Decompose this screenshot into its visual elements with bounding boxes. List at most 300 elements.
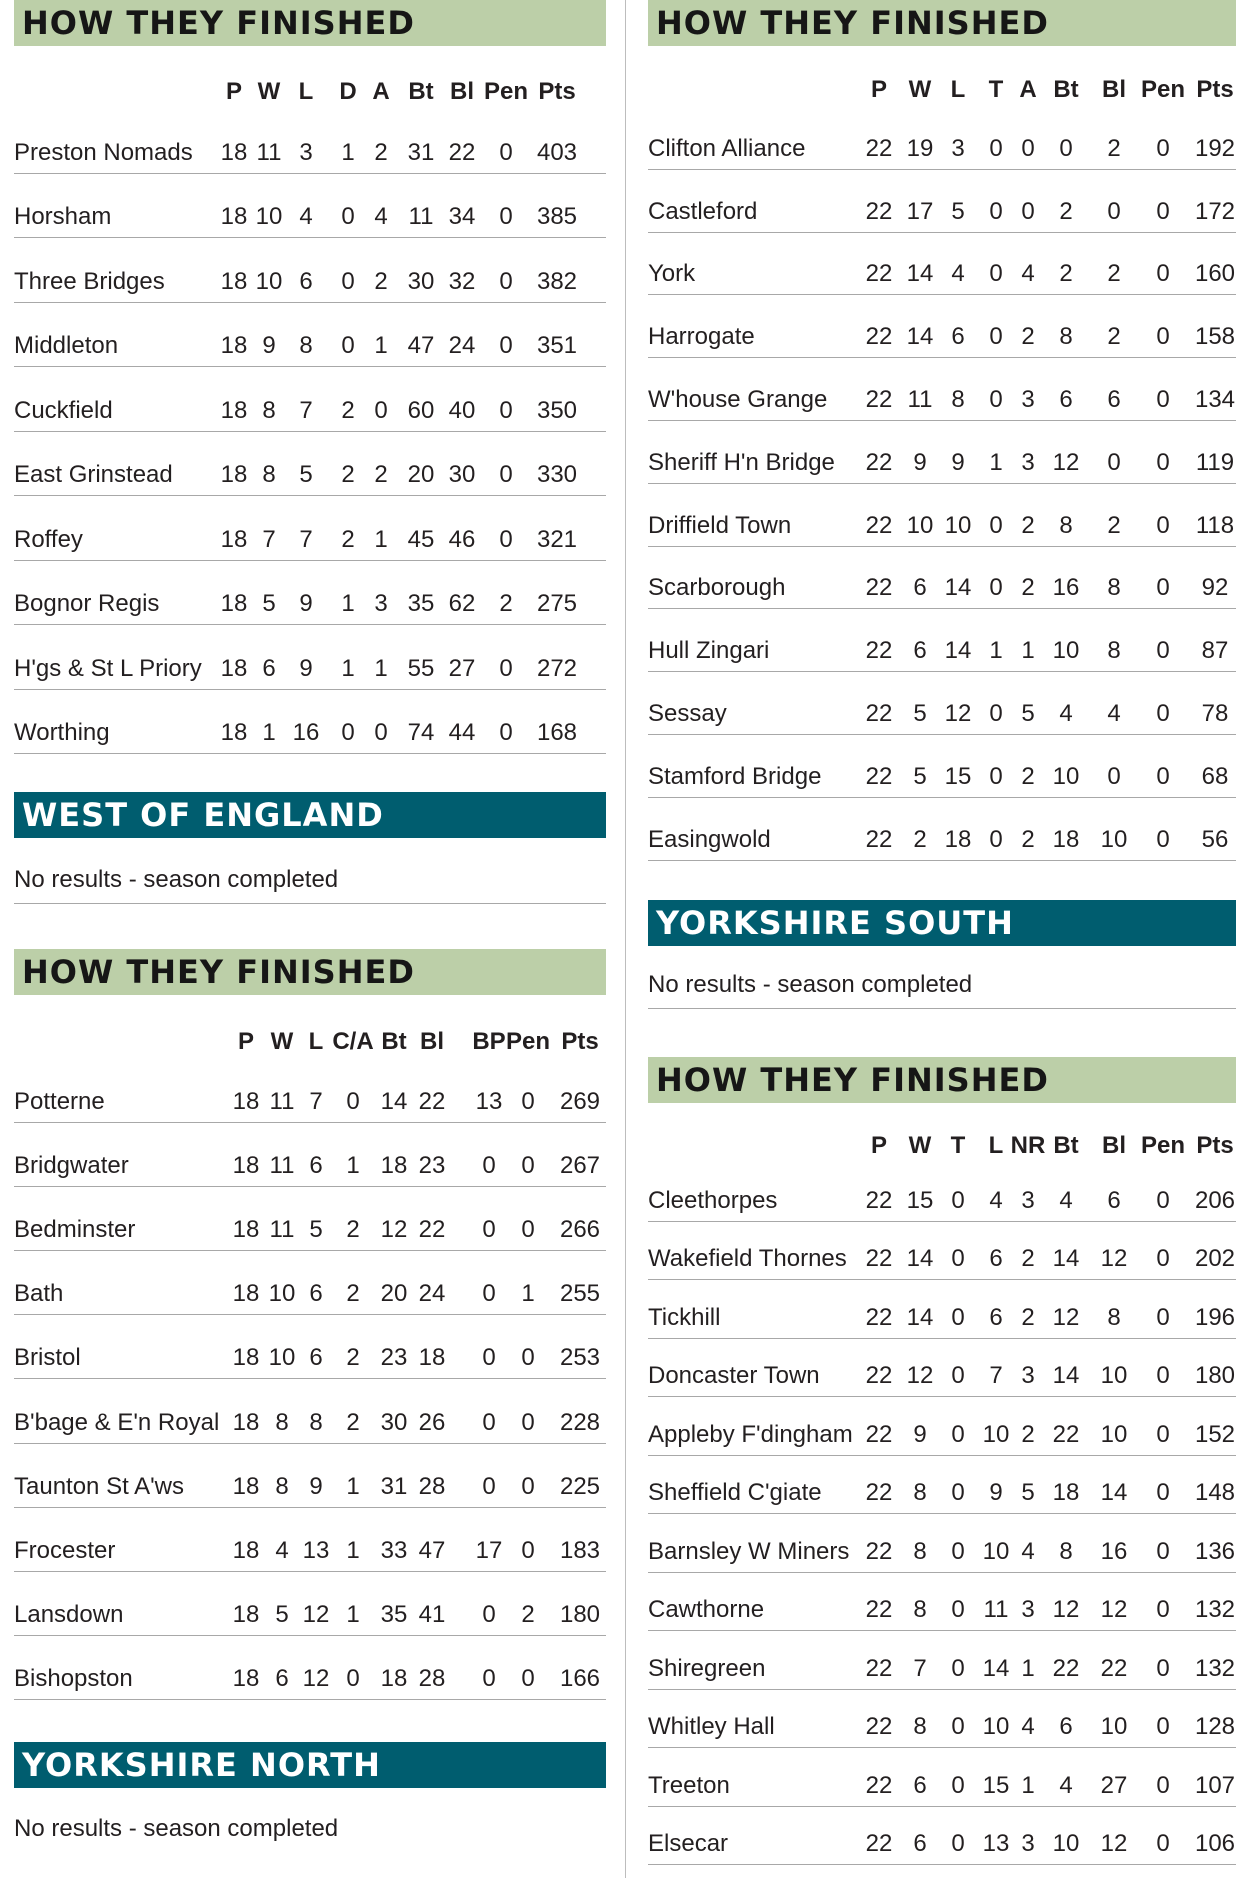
stat-cell: 3	[1021, 385, 1035, 413]
stat-cell: 1	[521, 1280, 535, 1308]
stat-cell: 0	[1156, 1830, 1170, 1857]
table-row	[648, 1632, 1236, 1690]
table-row	[648, 799, 1236, 861]
stat-cell: 8	[299, 332, 313, 359]
stat-cell: 0	[1156, 637, 1170, 665]
stat-cell: 27	[1100, 1771, 1128, 1799]
stat-cell: 10	[982, 1537, 1010, 1565]
stat-cell: 0	[1156, 1654, 1170, 1682]
stat-cell: 5	[1021, 1479, 1035, 1506]
stat-cell: 4	[1059, 1186, 1073, 1214]
stat-cell: 22	[865, 323, 893, 351]
team-name: Cleethorpes	[648, 1186, 778, 1214]
stat-cell: 1	[341, 590, 355, 617]
stat-cell: 0	[951, 1479, 965, 1506]
stat-cell: 3	[1021, 1830, 1035, 1857]
stat-cell: 12	[302, 1600, 330, 1628]
team-name: Sheffield C'giate	[648, 1479, 822, 1506]
table-row	[648, 548, 1236, 610]
stat-cell: 2	[1107, 134, 1121, 162]
stat-cell: 0	[951, 1830, 965, 1857]
stat-cell: 0	[499, 267, 513, 295]
stat-cell: 31	[407, 138, 435, 166]
stat-cell: 78	[1201, 699, 1229, 727]
stat-cell: 45	[407, 525, 435, 553]
stat-cell: 10	[255, 267, 283, 295]
stat-cell: 1	[346, 1472, 360, 1500]
stat-cell: 11	[408, 203, 434, 230]
column-header: W	[270, 1028, 294, 1055]
stat-cell: 22	[1052, 1654, 1080, 1682]
team-name: Shiregreen	[648, 1654, 766, 1682]
stat-cell: 158	[1194, 323, 1236, 351]
stat-cell: 107	[1194, 1771, 1236, 1799]
stat-cell: 0	[989, 260, 1003, 288]
stat-cell: 4	[1059, 699, 1073, 727]
stat-cell: 0	[346, 1664, 360, 1692]
stat-cell: 172	[1194, 197, 1236, 225]
stat-cell: 22	[865, 1186, 893, 1214]
section-banner: HOW THEY FINISHED	[14, 0, 606, 46]
stat-cell: 0	[989, 511, 1003, 539]
stat-cell: 2	[374, 461, 388, 488]
column-header: A	[372, 78, 390, 105]
stat-cell: 1	[989, 448, 1003, 476]
stat-cell: 22	[865, 637, 893, 665]
stat-cell: 4	[1021, 1537, 1035, 1565]
stat-cell: 1	[989, 637, 1003, 665]
stat-cell: 0	[1156, 699, 1170, 727]
column-header: Bl	[450, 78, 474, 105]
stat-cell: 166	[559, 1664, 601, 1692]
stat-cell: 18	[232, 1216, 260, 1244]
stat-cell: 2	[1107, 260, 1121, 288]
stat-cell: 9	[309, 1472, 323, 1500]
stat-cell: 7	[299, 396, 313, 424]
stat-cell: 14	[906, 260, 934, 288]
stat-cell: 0	[499, 396, 513, 424]
stat-cell: 4	[1021, 260, 1035, 288]
team-name: Tickhill	[648, 1303, 721, 1331]
team-name: Bath	[14, 1280, 64, 1308]
table-header	[648, 70, 1236, 108]
stat-cell: 18	[220, 719, 248, 746]
column-header: BP	[472, 1028, 506, 1055]
stat-cell: 4	[1021, 1713, 1035, 1740]
stat-cell: 5	[309, 1216, 323, 1244]
stat-cell: 2	[1107, 323, 1121, 351]
stat-cell: 1	[374, 654, 388, 682]
stat-cell: 10	[982, 1420, 1010, 1448]
column-header: P	[237, 1028, 255, 1055]
stat-cell: 8	[1059, 1537, 1073, 1565]
stat-cell: 0	[951, 1362, 965, 1389]
stat-cell: 2	[1021, 1303, 1035, 1331]
stat-cell: 8	[951, 385, 965, 413]
stat-cell: 128	[1194, 1713, 1236, 1740]
stat-cell: 196	[1194, 1303, 1236, 1331]
stat-cell: 0	[989, 762, 1003, 790]
stat-cell: 0	[499, 654, 513, 682]
team-name: Clifton Alliance	[648, 134, 806, 162]
stat-cell: 118	[1195, 511, 1235, 539]
stat-cell: 14	[982, 1654, 1010, 1682]
stat-cell: 0	[1156, 825, 1170, 853]
stat-cell: 0	[951, 1186, 965, 1214]
table-row	[648, 736, 1236, 798]
stat-cell: 2	[499, 590, 513, 617]
stat-cell: 34	[448, 203, 476, 230]
stat-cell: 22	[418, 1216, 446, 1244]
stat-cell: 0	[482, 1216, 496, 1244]
stat-cell: 6	[262, 654, 276, 682]
stat-cell: 7	[299, 525, 313, 553]
stat-cell: 11	[269, 1088, 295, 1116]
stat-cell: 9	[262, 332, 276, 359]
stat-cell: 14	[906, 1245, 934, 1272]
stat-cell: 46	[448, 525, 476, 553]
stat-cell: 12	[380, 1216, 408, 1244]
stat-cell: 2	[913, 825, 927, 853]
stat-cell: 0	[951, 1537, 965, 1565]
stat-cell: 6	[309, 1344, 323, 1372]
stat-cell: 3	[374, 590, 388, 617]
team-name: Whitley Hall	[648, 1713, 775, 1740]
stat-cell: 8	[275, 1472, 289, 1500]
stat-cell: 4	[1059, 1771, 1073, 1799]
stat-cell: 5	[275, 1600, 289, 1628]
stat-cell: 0	[521, 1536, 535, 1564]
stat-cell: 6	[1107, 385, 1121, 413]
stat-cell: 6	[951, 323, 965, 351]
stat-cell: 22	[865, 762, 893, 790]
stat-cell: 12	[302, 1664, 330, 1692]
column-header: W	[908, 76, 932, 103]
stat-cell: 14	[906, 323, 934, 351]
stat-cell: 92	[1201, 574, 1229, 602]
stat-cell: 8	[913, 1713, 927, 1740]
stat-cell: 3	[1021, 1596, 1035, 1623]
column-header: C/A	[332, 1028, 374, 1055]
stat-cell: 4	[1107, 699, 1121, 727]
column-header: Pts	[1196, 76, 1234, 103]
stat-cell: 22	[1100, 1654, 1128, 1682]
stat-cell: 0	[499, 525, 513, 553]
stat-cell: 0	[1156, 134, 1170, 162]
stat-cell: 12	[1100, 1830, 1128, 1857]
stat-cell: 6	[309, 1280, 323, 1308]
team-name: Bridgwater	[14, 1152, 129, 1180]
stat-cell: 0	[989, 197, 1003, 225]
stat-cell: 148	[1194, 1479, 1236, 1506]
team-name: Taunton St A'ws	[14, 1472, 185, 1500]
stat-cell: 10	[1100, 1420, 1128, 1448]
stat-cell: 10	[1100, 1362, 1128, 1389]
team-name: Stamford Bridge	[648, 762, 822, 790]
stat-cell: 22	[865, 1713, 893, 1740]
stat-cell: 0	[951, 1771, 965, 1799]
stat-cell: 14	[1052, 1245, 1080, 1272]
stat-cell: 0	[951, 1713, 965, 1740]
team-name: Harrogate	[648, 323, 755, 351]
table-row	[14, 1637, 606, 1700]
stat-cell: 1	[374, 332, 388, 359]
stat-cell: 2	[341, 396, 355, 424]
stat-cell: 0	[1156, 762, 1170, 790]
stat-cell: 18	[1052, 825, 1080, 853]
stat-cell: 8	[913, 1596, 927, 1623]
stat-cell: 11	[983, 1596, 1009, 1623]
stat-cell: 22	[865, 511, 893, 539]
stat-cell: 9	[951, 448, 965, 476]
table-row	[648, 610, 1236, 672]
stat-cell: 11	[269, 1152, 295, 1180]
column-header: W	[257, 78, 281, 105]
stat-cell: 225	[559, 1472, 601, 1500]
stat-cell: 22	[865, 197, 893, 225]
stat-cell: 160	[1194, 260, 1236, 288]
team-name: Cawthorne	[648, 1596, 765, 1623]
stat-cell: 0	[482, 1280, 496, 1308]
table-row	[14, 1252, 606, 1315]
stat-cell: 272	[536, 654, 578, 682]
stat-cell: 5	[262, 590, 276, 617]
stat-cell: 1	[262, 719, 276, 746]
table-row	[648, 1223, 1236, 1281]
stat-cell: 18	[232, 1280, 260, 1308]
stat-cell: 0	[1156, 1420, 1170, 1448]
table-row	[14, 1445, 606, 1508]
season-note: No results - season completed	[14, 857, 606, 904]
column-header: L	[308, 1028, 324, 1055]
section-banner: HOW THEY FINISHED	[14, 949, 606, 995]
stat-cell: 30	[448, 461, 476, 488]
stat-cell: 267	[559, 1152, 601, 1180]
stat-cell: 13	[302, 1536, 330, 1564]
table-row	[648, 1164, 1236, 1222]
stat-cell: 18	[232, 1344, 260, 1372]
stat-cell: 7	[913, 1654, 927, 1682]
stat-cell: 6	[309, 1152, 323, 1180]
stat-cell: 28	[418, 1472, 446, 1500]
stat-cell: 6	[913, 574, 927, 602]
stat-cell: 41	[418, 1600, 446, 1628]
stat-cell: 385	[536, 203, 578, 230]
stat-cell: 0	[1156, 1245, 1170, 1272]
stat-cell: 27	[448, 654, 476, 682]
stat-cell: 0	[1156, 1596, 1170, 1623]
stat-cell: 0	[1156, 1713, 1170, 1740]
stat-cell: 2	[374, 267, 388, 295]
stat-cell: 6	[989, 1245, 1003, 1272]
stat-cell: 24	[418, 1280, 446, 1308]
column-header: Pen	[1140, 1132, 1186, 1159]
table-row	[648, 485, 1236, 547]
column-divider	[625, 0, 626, 1878]
stat-cell: 0	[1156, 1303, 1170, 1331]
stat-cell: 22	[865, 1596, 893, 1623]
stat-cell: 206	[1194, 1186, 1236, 1214]
section-banner: HOW THEY FINISHED	[648, 1057, 1236, 1103]
table-row	[14, 433, 606, 497]
stat-cell: 22	[865, 1537, 893, 1565]
table-row	[14, 1060, 606, 1123]
stat-cell: 6	[1107, 1186, 1121, 1214]
stat-cell: 14	[944, 637, 972, 665]
team-name: Sessay	[648, 699, 727, 727]
stat-cell: 2	[346, 1216, 360, 1244]
stat-cell: 62	[448, 590, 476, 617]
stat-cell: 28	[418, 1664, 446, 1692]
table-row	[14, 1509, 606, 1572]
team-name: B'bage & E'n Royal	[14, 1408, 220, 1436]
table-row	[14, 304, 606, 368]
stat-cell: 0	[1156, 323, 1170, 351]
team-name: Barnsley W Miners	[648, 1537, 850, 1565]
team-name: Sheriff H'n Bridge	[648, 448, 835, 476]
stat-cell: 0	[482, 1344, 496, 1372]
stat-cell: 1	[346, 1152, 360, 1180]
stat-cell: 18	[220, 267, 248, 295]
stat-cell: 202	[1194, 1245, 1236, 1272]
stat-cell: 5	[951, 197, 965, 225]
stat-cell: 10	[944, 511, 972, 539]
stat-cell: 0	[341, 719, 355, 746]
stat-cell: 0	[989, 323, 1003, 351]
stat-cell: 4	[951, 260, 965, 288]
stat-cell: 10	[1100, 825, 1128, 853]
team-name: W'house Grange	[648, 385, 828, 413]
table-row	[14, 110, 606, 174]
stat-cell: 8	[1107, 637, 1121, 665]
stat-cell: 12	[1052, 1596, 1080, 1623]
column-header: L	[950, 76, 966, 103]
stat-cell: 0	[521, 1472, 535, 1500]
stat-cell: 13	[475, 1088, 503, 1116]
stat-cell: 0	[341, 203, 355, 230]
stat-cell: 0	[1156, 1479, 1170, 1506]
stat-cell: 1	[346, 1600, 360, 1628]
column-header: P	[870, 1132, 888, 1159]
stat-cell: 16	[1100, 1537, 1128, 1565]
stat-cell: 10	[1052, 1830, 1080, 1857]
stat-cell: 14	[1100, 1479, 1128, 1506]
stat-cell: 8	[262, 461, 276, 488]
column-header: Pts	[538, 78, 576, 105]
stat-cell: 1	[1021, 1771, 1035, 1799]
stat-cell: 0	[951, 1245, 965, 1272]
table-row	[648, 1398, 1236, 1456]
table-row	[648, 108, 1236, 170]
stat-cell: 16	[1052, 574, 1080, 602]
stat-cell: 8	[275, 1408, 289, 1436]
table-row	[648, 359, 1236, 421]
stat-cell: 1	[374, 525, 388, 553]
column-header: T	[988, 76, 1004, 103]
stat-cell: 2	[1021, 574, 1035, 602]
table-row	[14, 626, 606, 690]
column-header: Bt	[408, 78, 434, 105]
stat-cell: 6	[1059, 385, 1073, 413]
stat-cell: 20	[407, 461, 435, 488]
stat-cell: 22	[448, 138, 476, 166]
stat-cell: 2	[1021, 762, 1035, 790]
stat-cell: 22	[865, 699, 893, 727]
stat-cell: 22	[865, 1830, 893, 1857]
table-header	[14, 1022, 606, 1060]
stat-cell: 0	[341, 332, 355, 359]
table-row	[648, 1574, 1236, 1632]
stat-cell: 1	[1021, 1654, 1035, 1682]
team-name: Horsham	[14, 203, 112, 230]
section-banner: HOW THEY FINISHED	[648, 0, 1236, 46]
table-row	[14, 1573, 606, 1636]
stat-cell: 11	[907, 385, 933, 413]
stat-cell: 2	[1021, 323, 1035, 351]
team-name: Three Bridges	[14, 267, 165, 295]
stat-cell: 119	[1195, 448, 1235, 476]
team-name: Hull Zingari	[648, 637, 770, 665]
table-row	[648, 1457, 1236, 1515]
stat-cell: 132	[1194, 1596, 1236, 1623]
stat-cell: 18	[220, 332, 248, 359]
stat-cell: 0	[1107, 762, 1121, 790]
stat-cell: 0	[374, 719, 388, 746]
stat-cell: 18	[220, 525, 248, 553]
stat-cell: 275	[536, 590, 578, 617]
stat-cell: 32	[448, 267, 476, 295]
stat-cell: 0	[1107, 448, 1121, 476]
stat-cell: 3	[1021, 1186, 1035, 1214]
stat-cell: 30	[407, 267, 435, 295]
stat-cell: 253	[559, 1344, 601, 1372]
team-name: Scarborough	[648, 574, 786, 602]
team-name: Roffey	[14, 525, 83, 553]
stat-cell: 4	[299, 203, 313, 230]
stat-cell: 22	[865, 385, 893, 413]
stat-cell: 8	[309, 1408, 323, 1436]
stat-cell: 40	[448, 396, 476, 424]
team-name: Treeton	[648, 1771, 730, 1799]
stat-cell: 266	[559, 1216, 601, 1244]
team-name: Worthing	[14, 719, 110, 746]
table-row	[648, 1691, 1236, 1749]
stat-cell: 8	[913, 1537, 927, 1565]
stat-cell: 18	[232, 1152, 260, 1180]
table-row	[648, 422, 1236, 484]
stat-cell: 0	[499, 719, 513, 746]
stat-cell: 0	[1107, 197, 1121, 225]
stat-cell: 68	[1201, 762, 1229, 790]
stat-cell: 44	[448, 719, 476, 746]
stat-cell: 255	[559, 1280, 601, 1308]
table-row	[648, 171, 1236, 233]
stat-cell: 106	[1194, 1830, 1236, 1857]
stat-cell: 183	[559, 1536, 601, 1564]
stat-cell: 2	[1021, 511, 1035, 539]
stat-cell: 228	[559, 1408, 601, 1436]
stat-cell: 0	[521, 1408, 535, 1436]
team-name: Middleton	[14, 332, 119, 359]
team-name: Castleford	[648, 197, 758, 225]
stat-cell: 0	[482, 1664, 496, 1692]
stat-cell: 0	[951, 1420, 965, 1448]
stat-cell: 15	[906, 1186, 934, 1214]
stat-cell: 8	[262, 396, 276, 424]
stat-cell: 0	[1021, 197, 1035, 225]
stat-cell: 10	[1100, 1713, 1128, 1740]
column-header: W	[908, 1132, 932, 1159]
